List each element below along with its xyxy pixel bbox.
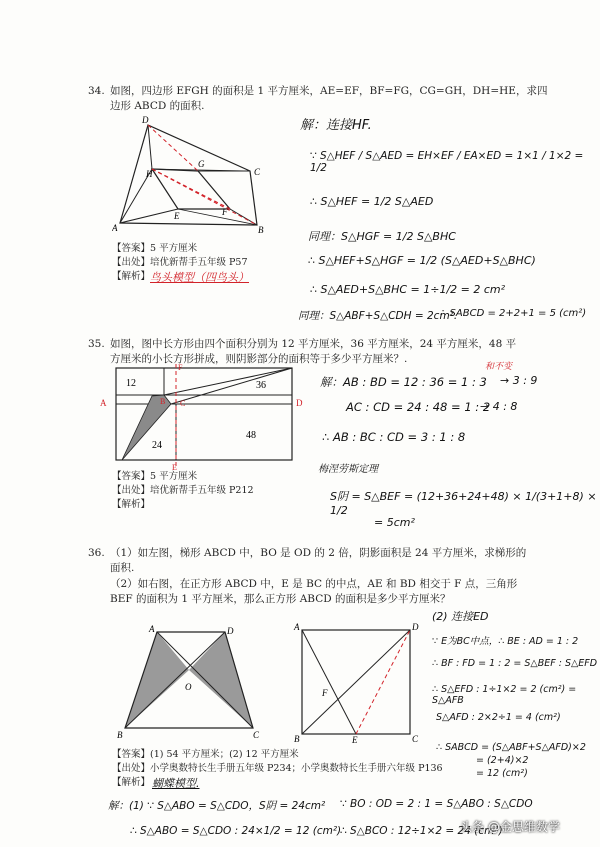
- p36-sol-r0: (2) 连接ED: [432, 610, 489, 623]
- problem-34-question-line2: 边形 ABCD 的面积.: [110, 100, 205, 112]
- problem-34-figure: [112, 113, 272, 237]
- fig35-area-24: 24: [152, 440, 162, 451]
- p36-sol-r5: ∴ SABCD = (S△ABF+S△AFD)×2: [436, 742, 586, 753]
- p35-side-note-1: → 3 : 9: [500, 374, 538, 387]
- fig36b-label-A: A: [294, 622, 300, 632]
- p34-sol-7: ∴ SABCD = 2+2+1 = 5 (cm²): [440, 308, 587, 319]
- watermark: 头条 @金思维数学: [460, 820, 560, 834]
- fig35-area-36: 36: [256, 380, 266, 391]
- p34-sol-0: 解：连接HF.: [300, 118, 372, 133]
- fig34-label-D: D: [142, 115, 149, 125]
- p36-sol-r2: ∴ BF : FD = 1 : 2 = S△BEF : S△EFD: [432, 658, 598, 669]
- problem-36-answer: 【答案】(1) 54 平方厘米；(2) 12 平方厘米: [112, 749, 299, 760]
- fig34-label-F: F: [222, 207, 228, 217]
- p36-sol-r4: S△AFD : 2×2÷1 = 4 (cm²): [436, 712, 561, 723]
- fig36b-label-D: D: [412, 622, 419, 632]
- p35-side-note-top: 和不变: [485, 362, 513, 372]
- problem-35-source: 【出处】培优新帮手五年级 P212: [112, 485, 254, 496]
- p36-sol-r1: ∵ E为BC中点，∴ BE : AD = 1 : 2: [432, 636, 579, 647]
- p34-sol-1: ∵ S△HEF / S△AED = EH×EF / EA×ED = 1×1 / 1×2 = 1/2: [310, 150, 584, 174]
- problem-35-answer: 【答案】5 平方厘米: [112, 471, 198, 482]
- fig34-label-B: B: [258, 225, 264, 235]
- problem-36-figure-right: [290, 618, 420, 744]
- p34-sol-3: 同理：S△HGF = 1/2 S△BHC: [308, 230, 456, 243]
- p36-sol-b1: ∴ S△ABO = S△CDO : 24×1/2 = 12 (cm²): [130, 825, 342, 837]
- fig34-label-C: C: [254, 167, 261, 177]
- p36-sol-r6: = (2+4)×2: [476, 755, 529, 766]
- fig34-label-H: H: [146, 169, 153, 179]
- problem-36-part1-line2: 面积.: [110, 562, 135, 574]
- fig35-area-48: 48: [246, 430, 256, 441]
- problem-36-part2-line2: BEF 的面积为 1 平方厘米，那么正方形 ABCD 的面积是多少平方厘米？: [110, 593, 451, 605]
- p36-sol-b3: ∴ S△BCO : 12÷1×2 = 24 (cm²): [340, 825, 503, 837]
- fig36a-label-D: D: [227, 626, 234, 636]
- fig34-label-G: G: [198, 159, 205, 169]
- problem-36-figure-left: [115, 622, 265, 740]
- problem-35-question-line1: 如图，图中长方形由四个面积分别为 12 平方厘米，36 平方厘米，24 平方厘米，48 平: [110, 338, 517, 350]
- problem-34-analysis-note: 鸟头模型（四鸟头）: [150, 271, 249, 284]
- problem-34-number: 34.: [88, 85, 105, 97]
- problem-36-source: 【出处】小学奥数特长生手册五年级 P234；小学奥数特长生手册六年级 P136: [112, 763, 443, 774]
- fig35-label-B: B: [160, 397, 166, 406]
- fig36b-label-F: F: [322, 688, 328, 698]
- p34-sol-4: ∴ S△HEF+S△HGF = 1/2 (S△AED+S△BHC): [308, 254, 536, 267]
- problem-36-analysis-note: 蝴蝶模型.: [152, 777, 200, 790]
- p35-sol-5: = 5cm²: [374, 516, 415, 529]
- fig36a-label-O: O: [185, 682, 192, 692]
- p34-sol-2: ∴ S△HEF = 1/2 S△AED: [310, 195, 434, 208]
- p36-sol-b2: ∵ BO : OD = 2 : 1 = S△ABO : S△CDO: [340, 798, 533, 810]
- problem-36-number: 36.: [88, 547, 105, 559]
- fig35-label-D: D: [296, 398, 303, 408]
- fig36a-label-B: B: [117, 730, 123, 740]
- p35-sol-4: S阴 = S△BEF = (12+36+24+48) × 1/(3+1+8) × 1/2: [330, 490, 597, 517]
- problem-35-question-line2: 方厘米的小长方形拼成，则阴影部分的面积等于多少平方厘米？.: [110, 353, 408, 365]
- fig36b-label-E: E: [352, 735, 358, 744]
- fig35-label-E: E: [172, 463, 177, 470]
- p36-sol-r7: = 12 (cm²): [476, 768, 528, 779]
- problem-34-question-line1: 如图，四边形 EFGH 的面积是 1 平方厘米，AE=EF，BF=FG，CG=GH，DH=HE，求四: [110, 85, 548, 97]
- problem-35-number: 35.: [88, 338, 105, 350]
- p35-sol-2: ∴ AB : BC : CD = 3 : 1 : 8: [322, 430, 466, 444]
- problem-34-source: 【出处】培优新帮手五年级 P57: [112, 257, 248, 268]
- problem-35-analysis-label: 【解析】: [112, 499, 151, 510]
- p34-sol-5: ∴ S△AED+S△BHC = 1÷1/2 = 2 cm²: [310, 283, 506, 296]
- problem-35-figure: [96, 360, 308, 470]
- p34-sol-6: 同理：S△ABF+S△CDH = 2cm².: [298, 310, 458, 322]
- problem-36-analysis-label: 【解析】: [112, 777, 151, 788]
- p35-sol-1: AC : CD = 24 : 48 = 1 : 2: [346, 400, 491, 414]
- fig34-label-A: A: [112, 223, 118, 233]
- fig36a-label-C: C: [253, 730, 260, 740]
- problem-36-part2-line1: （2）如右图，在正方形 ABCD 中，E 是 BC 的中点，AE 和 BD 相交于 F 点，三角形: [110, 578, 518, 590]
- fig36b-label-C: C: [412, 734, 419, 744]
- fig35-label-A: A: [100, 398, 107, 408]
- p35-sol-3: 梅涅劳斯定理: [318, 464, 378, 475]
- problem-36-part1-line1: （1）如左图，梯形 ABCD 中，BO 是 OD 的 2 倍，阴影面积是 24 平方厘米，求梯形的: [110, 547, 527, 559]
- p36-sol-r3: ∴ S△EFD : 1÷1×2 = 2 (cm²) = S△AFB: [432, 684, 577, 706]
- p36-sol-b0: 解：(1) ∵ S△ABO = S△CDO，S阴 = 24cm²: [108, 800, 326, 812]
- p35-side-note-2: → 4 : 8: [480, 400, 518, 413]
- fig35-label-F: F: [178, 363, 183, 372]
- fig36a-label-A: A: [149, 624, 155, 634]
- p35-sol-0: 解：AB : BD = 12 : 36 = 1 : 3: [320, 375, 487, 389]
- fig34-label-E: E: [174, 211, 180, 221]
- fig35-label-C: C: [180, 399, 186, 408]
- fig36b-label-B: B: [294, 734, 300, 744]
- fig35-area-12: 12: [126, 378, 136, 389]
- problem-34-answer: 【答案】5 平方厘米: [112, 243, 198, 254]
- problem-34-analysis-label: 【解析】: [112, 271, 151, 282]
